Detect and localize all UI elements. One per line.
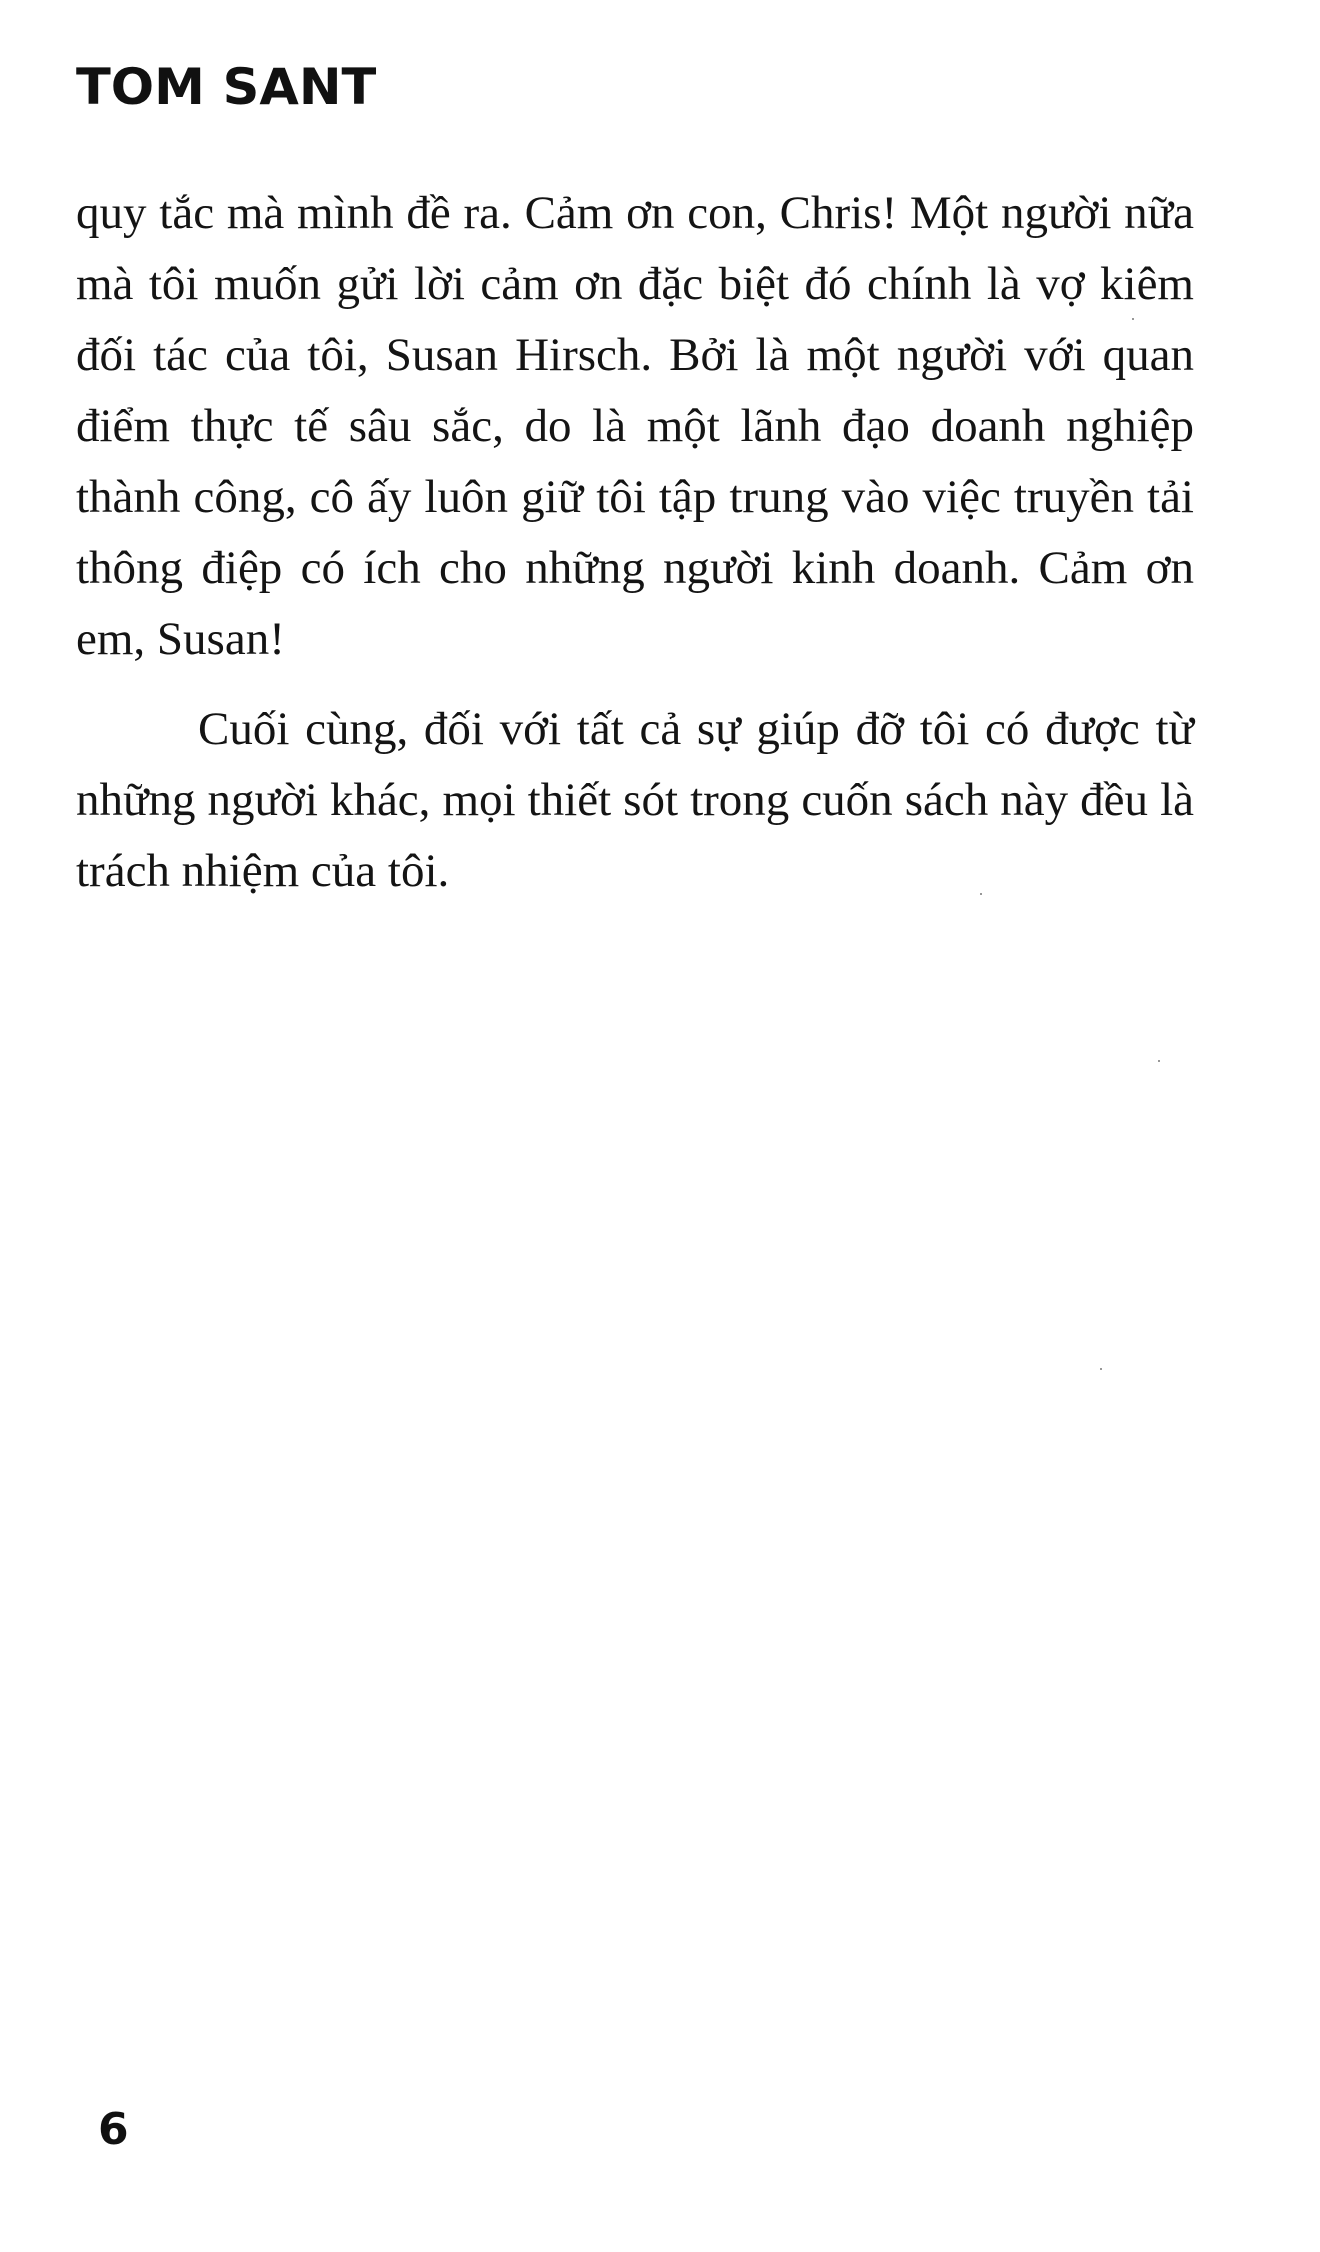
page-number: 6 bbox=[98, 2104, 129, 2155]
paragraph-closing: Cuối cùng, đối với tất cả sự giúp đỡ tôi có được từ những người khác, mọi thiết sót trong cuốn sách này đều là trách nhiệm của tôi. bbox=[76, 703, 1194, 897]
scan-speck bbox=[1100, 1368, 1102, 1370]
scan-speck bbox=[980, 893, 982, 895]
body-text bbox=[76, 178, 1194, 907]
paragraph-acknowledgement: quy tắc mà mình đề ra. Cảm ơn con, Chris! Một người nữa mà tôi muốn gửi lời cảm ơn đặc biệt đó chính là vợ kiêm đối tác của tôi, Susan Hirsch. Bởi là một người với quan điểm thực tế sâu sắc, do là một lãnh đạo doanh nghiệp thành công, cô ấy luôn giữ tôi tập trung vào việc truyền tải thông điệp có ích cho những người kinh doanh. Cảm ơn em, Susan! bbox=[76, 187, 1194, 665]
scan-speck bbox=[1132, 318, 1134, 320]
running-head-author: TOM SANT bbox=[76, 58, 377, 116]
scan-speck bbox=[1158, 1060, 1160, 1062]
